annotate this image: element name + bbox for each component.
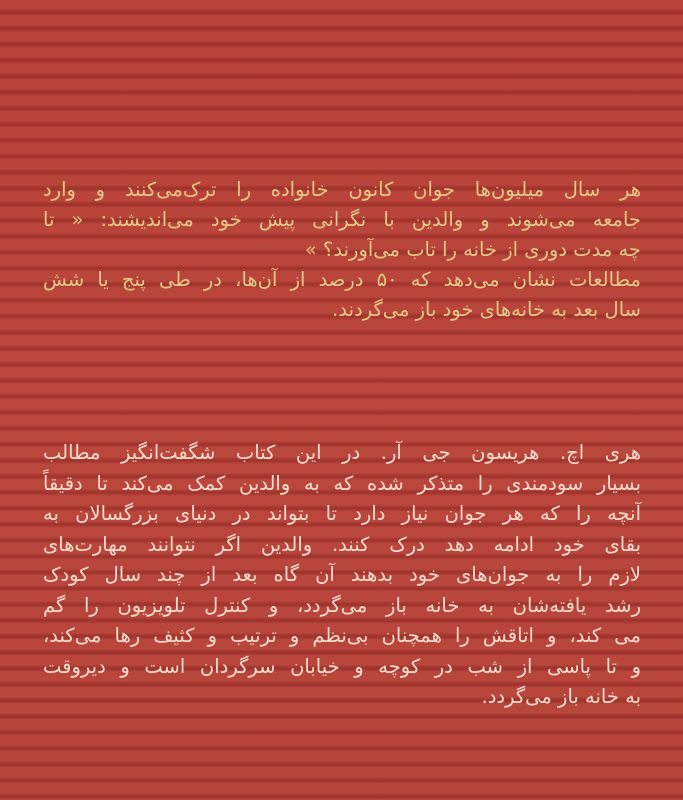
intro-line: جامعه می‌شوند و والدین با نگرانی پیش خود می‌اندیشند: « تا [43,208,641,231]
description-line: رشد یافته‌شان به خانه باز می‌گردد، و کنترل تلویزیون را گم [43,593,641,617]
description-line: بقای خود ادامه دهد درک کنند. والدین اگر نتوانند مهارت‌های [43,532,641,556]
description-line: آنچه را که هر جوان نیاز دارد تا بتواند در دنیای بزرگسالان به [43,502,641,525]
intro-paragraph [43,175,641,325]
description-line: لازم را به جوان‌های خود بدهند آن گاه بعد از چند سال کودک [43,563,641,586]
description-line: هری اچ. هریسون جی آر. در این کتاب شگفت‌انگیز مطالب [43,441,641,464]
description-line: و تا پاسی از شب در کوچه و خیابان سرگردان است و دیروقت [43,654,641,678]
description-paragraph [43,438,641,713]
intro-line: سال بعد به خانه‌های خود باز می‌گردند. [332,298,641,321]
description-line: می کند، و اتاقش را همچنان بی‌نظم و ترتیب و کثیف رها می‌کند، [43,624,641,647]
intro-line: هر سال میلیون‌ها جوان کانون خانواده را ترک‌می‌کنند و وارد [43,178,641,201]
intro-line: چه مدت دوری از خانه را تاب می‌آورند؟ » [304,238,641,261]
intro-line: مطالعات نشان می‌دهد که ۵۰ درصد از آن‌ها، در طی پنج یا شش [43,268,641,291]
description-line: بسیار سودمندی را متذکر شده که به والدین کمک می‌کند تا دقیقاً [43,471,641,495]
description-line: به خانه باز می‌گردد. [481,685,641,708]
